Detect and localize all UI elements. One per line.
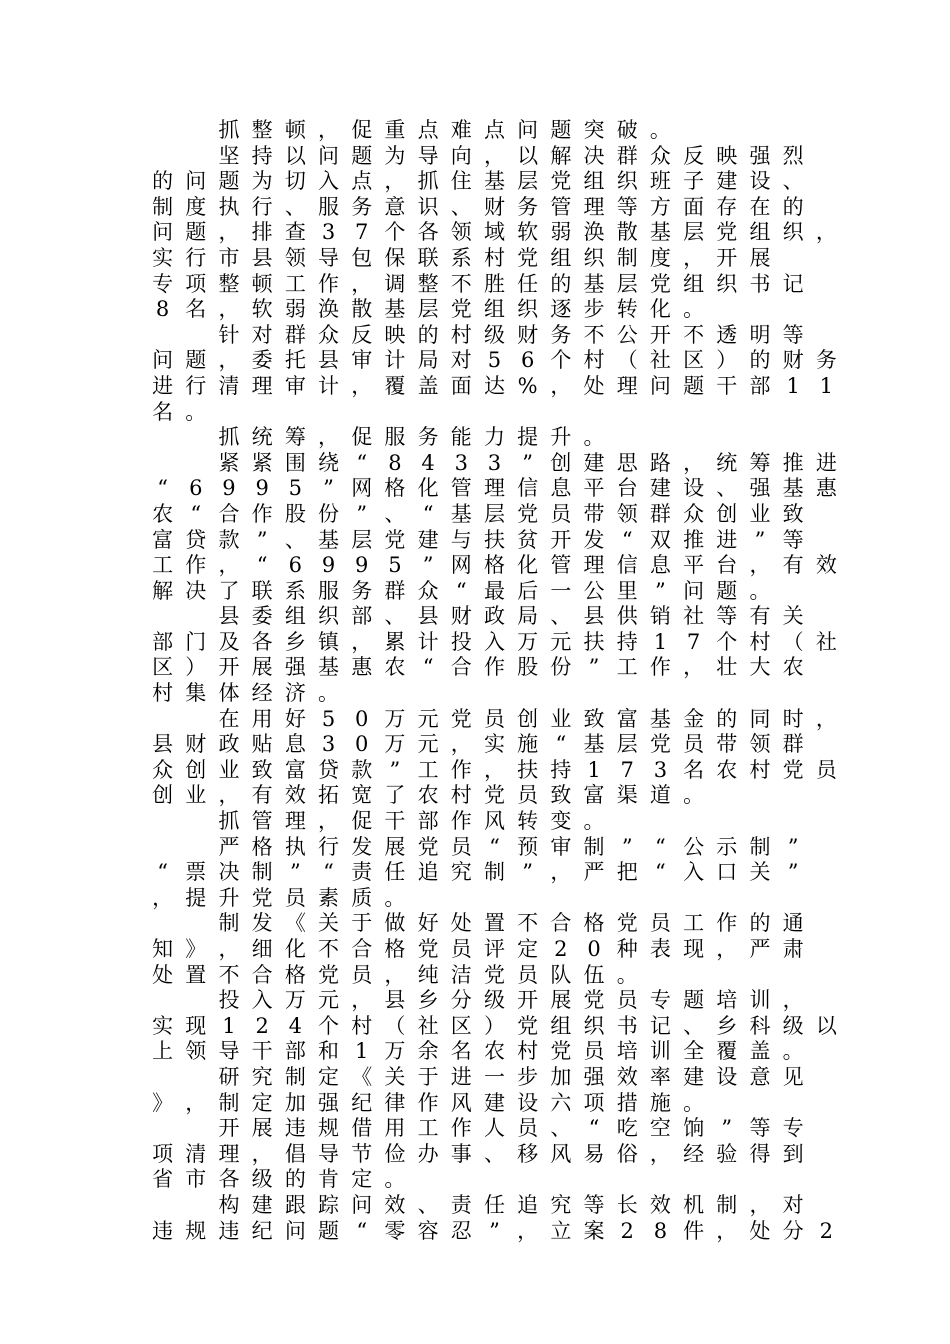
text-line: 解 决 了 联 系 服 务 群 众 “ 最 后 一 公 里 ” 问 题 。 [152,578,771,603]
text-line: 抓 管 理 ， 促 干 部 作 风 转 变 。 [218,809,605,834]
text-line: 构 建 跟 踪 问 效 、 责 任 追 究 等 长 效 机 制 ， 对 [218,1192,804,1217]
text-line: “ 票 决 制 ” “ 责 任 追 究 制 ” ， 严 把 “ 入 口 关 ” [157,860,799,885]
text-line: 上 领 导 干 部 和 1 万 余 名 农 村 党 员 培 训 全 覆 盖 。 [152,1039,804,1064]
text-line: 实 行 市 县 领 导 包 保 联 系 村 党 组 织 制 度 ， 开 展 [152,245,771,270]
text-line: 8 名 ， 软 弱 涣 散 基 层 党 组 织 逐 步 转 化 。 [155,297,705,322]
text-line: 开 展 违 规 借 用 工 作 人 员 、 “ 吃 空 饷 ” 等 专 [218,1116,804,1141]
text-line: 制 发 《 关 于 做 好 处 置 不 合 格 党 员 工 作 的 通 [218,911,804,936]
text-line: 名 。 [152,399,207,424]
document-body [146,118,837,1244]
text-line: 省 市 各 级 的 肯 定 。 [152,1167,406,1192]
text-line: 实 现 1 2 4 个 村 （ 社 区 ） 党 组 织 书 记 、 乡 科 级 以 [152,1013,837,1038]
text-line: 制 度 执 行 、 服 务 意 识 、 财 务 管 理 等 方 面 存 在 的 [152,194,804,219]
text-line: 针 对 群 众 反 映 的 村 级 财 务 不 公 开 不 透 明 等 [218,322,804,347]
text-line: 坚 持 以 问 题 为 导 向 ， 以 解 决 群 众 反 映 强 烈 [218,143,804,168]
text-line: 投 入 万 元 ， 县 乡 分 级 开 展 党 员 专 题 培 训 ， [218,988,804,1013]
text-line: 农 “ 合 作 股 份 ” 、 “ 基 层 党 员 带 领 群 众 创 业 致 [152,501,804,526]
text-line: 知 》 ， 细 化 不 合 格 党 员 评 定 2 0 种 表 现 ， 严 肃 [152,937,804,961]
text-line: 县 财 政 贴 息 3 0 万 元 ， 实 施 “ 基 层 党 员 带 领 群 [152,732,804,757]
text-line: 处 置 不 合 格 党 员 ， 纯 洁 党 员 队 伍 。 [152,962,638,987]
text-line: 抓 统 筹 ， 促 服 务 能 力 提 升 。 [218,425,605,450]
text-line: 众 创 业 致 富 贷 款 ” 工 作 ， 扶 持 1 7 3 名 农 村 党 员 [152,757,837,782]
text-line: 项 清 理 ， 倡 导 节 俭 办 事 、 移 风 易 俗 ， 经 验 得 到 [152,1141,804,1166]
text-line: 进 行 清 理 审 计 ， 覆 盖 面 达 % ， 处 理 问 题 干 部 1 1 [152,373,834,398]
text-line: 的 问 题 为 切 入 点 ， 抓 住 基 层 党 组 织 班 子 建 设 、 [152,169,804,194]
text-line: 工 作 ， “ 6 9 9 5 ” 网 格 化 管 理 信 息 平 台 ， 有 效 [152,553,837,578]
text-line: 》 ， 制 定 加 强 纪 律 作 风 建 设 六 项 措 施 。 [152,1090,705,1115]
text-line: 问 题 ， 排 查 3 7 个 各 领 域 软 弱 涣 散 基 层 党 组 织 ， [152,220,837,245]
text-line: ， 提 升 党 员 素 质 。 [152,885,406,910]
text-line: 严 格 执 行 发 展 党 员 “ 预 审 制 ” “ 公 示 制 ” [218,834,799,859]
text-line: 在 用 好 5 0 万 元 党 员 创 业 致 富 基 金 的 同 时 ， [218,706,837,731]
text-line: 部 门 及 各 乡 镇 ， 累 计 投 入 万 元 扶 持 1 7 个 村 （ 社 [152,629,837,654]
text-line: 村 集 体 经 济 。 [152,681,340,706]
text-line: 区 ） 开 展 强 基 惠 农 “ 合 作 股 份 ” 工 作 ， 壮 大 农 [152,655,804,680]
text-line: 研 究 制 定 《 关 于 进 一 步 加 强 效 率 建 设 意 见 [218,1064,804,1089]
text-line: 问 题 ， 委 托 县 审 计 局 对 5 6 个 村 （ 社 区 ） 的 财 务 [152,348,837,373]
text-line: 紧 紧 围 绕 “ 8 4 3 3 ” 创 建 思 路 ， 统 筹 推 进 [218,450,837,475]
text-line: 专 项 整 顿 工 作 ， 调 整 不 胜 任 的 基 层 党 组 织 书 记 [152,271,804,296]
text-line: 县 委 组 织 部 、 县 财 政 局 、 县 供 销 社 等 有 关 [218,604,804,629]
text-line: 富 贷 款 ” 、 基 层 党 建 与 扶 贫 开 发 “ 双 推 进 ” 等 [152,527,804,552]
text-line: “ 6 9 9 5 ” 网 格 化 管 理 信 息 平 台 建 设 、 强 基 惠 [157,476,837,501]
text-line: 违 规 违 纪 问 题 “ 零 容 忍 ” ， 立 案 2 8 件 ， 处 分 2 [152,1218,834,1243]
text-line: 抓 整 顿 ， 促 重 点 难 点 问 题 突 破 。 [218,118,671,142]
text-line: 创 业 ， 有 效 拓 宽 了 农 村 党 员 致 富 渠 道 。 [152,783,705,808]
